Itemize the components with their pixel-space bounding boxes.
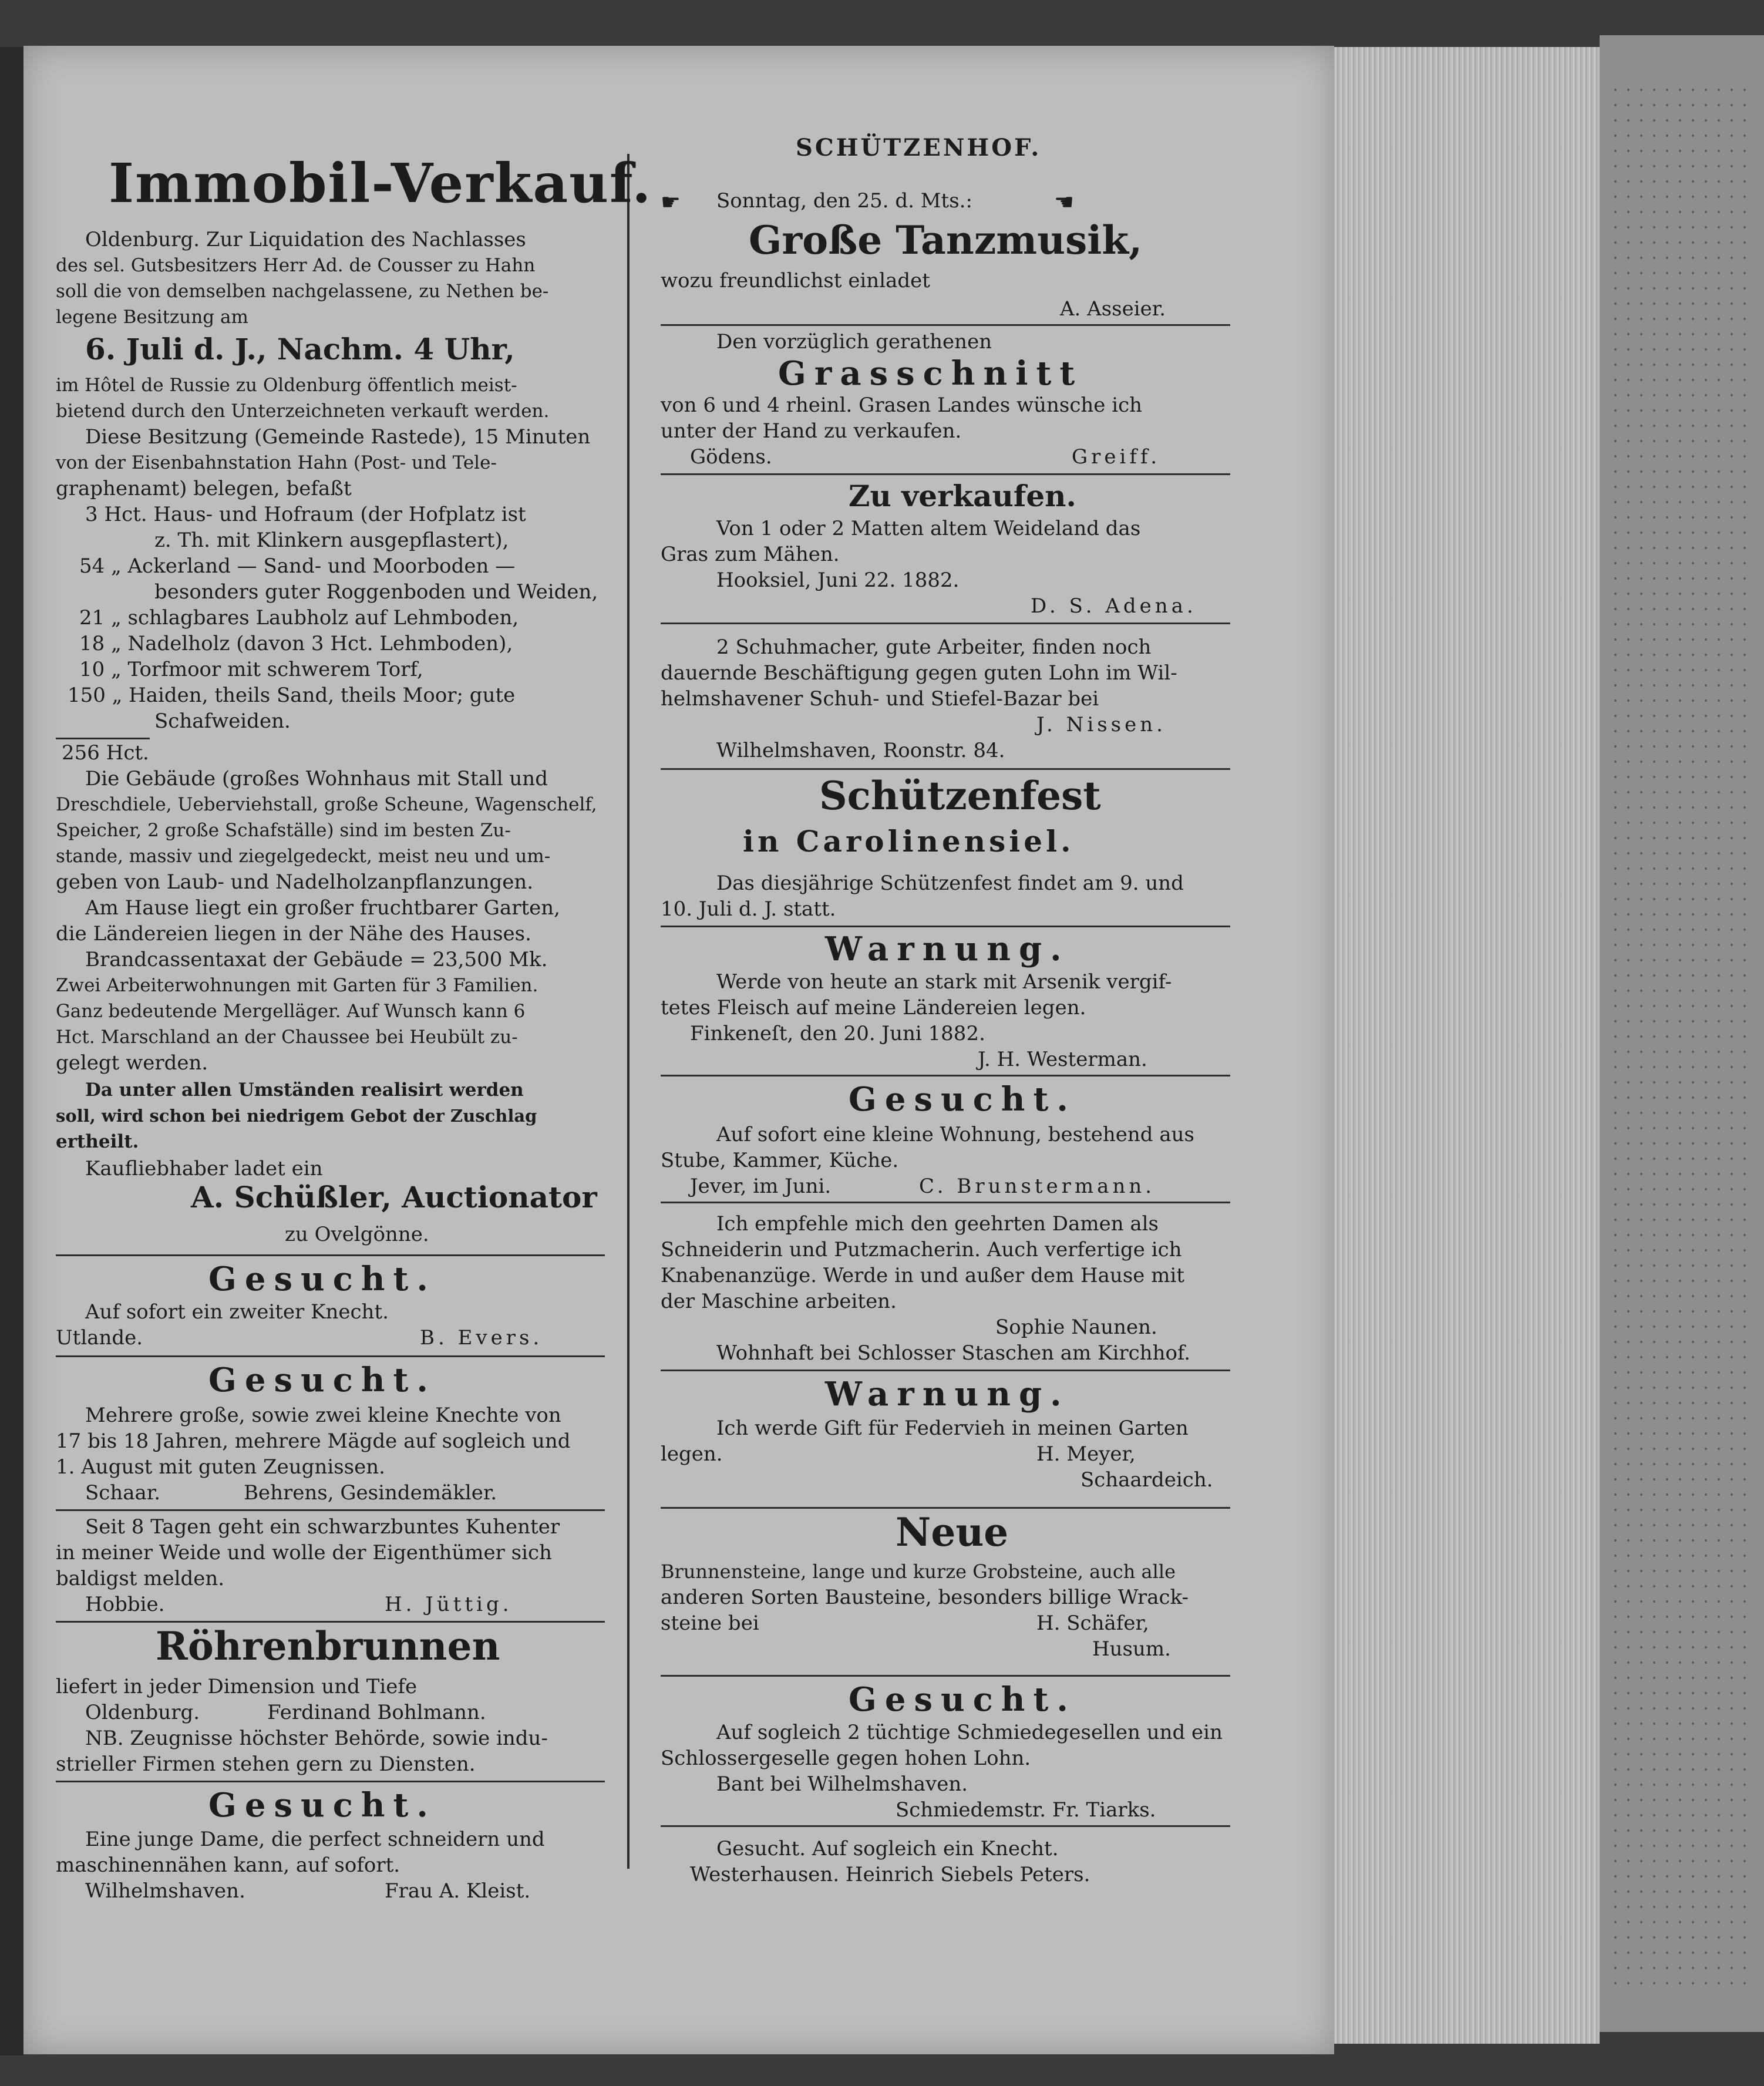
schuetzenfest-title: Schützenfest: [819, 773, 1101, 819]
gesucht-line: 17 bis 18 Jahren, mehrere Mägde auf sogleich und: [56, 1429, 571, 1453]
gesucht-name: C. Brunstermann.: [919, 1175, 1156, 1198]
section-rule: [56, 1781, 605, 1782]
neue-place: Husum.: [1092, 1637, 1171, 1661]
schuetzenhof-invite: wozu freundlichst einladet: [661, 269, 930, 292]
schuhmacher-line: 2 Schuhmacher, gute Arbeiter, finden noch: [716, 635, 1152, 659]
gesucht-name: Schmiedemstr. Fr. Tiarks.: [896, 1798, 1156, 1822]
warnung-line: tetes Fleisch auf meine Ländereien legen.: [661, 996, 1086, 1020]
immobil-line: Dreschdiele, Ueberviehstall, große Scheune, Wagenschelf,: [56, 794, 597, 815]
roehren-line: strieller Firmen stehen gern zu Diensten.: [56, 1752, 476, 1776]
section-rule: [56, 1254, 605, 1256]
immobil-line: soll die von demselben nachgelassene, zu Nethen be-: [56, 281, 549, 302]
section-rule: [56, 1621, 605, 1623]
immobil-line: legene Besitzung am: [56, 307, 248, 328]
verkaufen-line: Gras zum Mähen.: [661, 543, 840, 566]
immobil-line: z. Th. mit Klinkern ausgepflastert),: [154, 529, 509, 552]
section-rule: [661, 926, 1230, 927]
gesucht-line: Schlossergeselle gegen hohen Lohn.: [661, 1747, 1031, 1770]
schuhmacher-place: Wilhelmshaven, Roonstr. 84.: [716, 739, 1005, 762]
section-rule: [661, 768, 1230, 770]
immobil-line: Oldenburg. Zur Liquidation des Nachlasses: [85, 228, 526, 251]
schuetzenhof-date: Sonntag, den 25. d. Mts.:: [716, 189, 972, 213]
immobil-title: Immobil-Verkauf.: [109, 152, 652, 215]
section-rule: [56, 1355, 605, 1357]
gesucht-line: 1. August mit guten Zeugnissen.: [56, 1455, 385, 1479]
immobil-line: 54 „ Ackerland — Sand- und Moorboden —: [79, 554, 516, 578]
gesucht-line: Auf sofort eine kleine Wohnung, bestehend aus: [716, 1123, 1194, 1146]
gesucht-title: Gesucht.: [208, 1260, 436, 1298]
grasschnitt-intro: Den vorzüglich gerathenen: [716, 330, 992, 354]
neue-title: Neue: [896, 1509, 1009, 1555]
immobil-line: 3 Hct. Haus- und Hofraum (der Hofplatz ist: [85, 503, 526, 526]
gesucht-line: Mehrere große, sowie zwei kleine Knechte von: [85, 1404, 561, 1427]
pointing-hand-left-icon: ☛: [661, 189, 681, 215]
schuetzenhof-name: A. Asseier.: [1060, 297, 1166, 321]
immobil-line: graphenamt) belegen, befaßt: [56, 477, 352, 500]
schuetzenfest-subtitle: in Carolinensiel.: [743, 824, 1075, 859]
verkaufen-place: Hooksiel, Juni 22. 1882.: [716, 568, 960, 592]
gesucht-line: Gesucht. Auf sogleich ein Knecht.: [716, 1837, 1059, 1860]
section-rule: [661, 1675, 1230, 1677]
schuetzenfest-line: 10. Juli d. J. statt.: [661, 897, 836, 921]
gesucht-place: Schaar.: [85, 1481, 161, 1505]
gesucht-name: Behrens, Gesindemäkler.: [244, 1481, 497, 1505]
immobil-line: Ganz bedeutende Mergelläger. Auf Wunsch kann 6: [56, 1001, 526, 1022]
gesucht-title: Gesucht.: [849, 1080, 1076, 1119]
roehren-line: NB. Zeugnisse höchster Behörde, sowie indu-: [85, 1727, 548, 1750]
warnung-line: Ich werde Gift für Federvieh in meinen Garten: [716, 1417, 1189, 1440]
section-rule: [661, 1370, 1230, 1371]
immobil-line: Brandcassentaxat der Gebäude = 23,500 Mk.: [85, 948, 548, 971]
immobil-line: Diese Besitzung (Gemeinde Rastede), 15 Minuten: [85, 425, 591, 449]
immobil-line: Speicher, 2 große Schafställe) sind im besten Zu-: [56, 820, 511, 841]
gesucht-line: Eine junge Dame, die perfect schneidern und: [85, 1828, 545, 1851]
immobil-line: Schafweiden.: [154, 709, 291, 733]
grasschnitt-line: von 6 und 4 rheinl. Grasen Landes wünsche ich: [661, 393, 1143, 417]
immobil-invite: Kaufliebhaber ladet ein: [85, 1157, 323, 1180]
notice-name: H. Jüttig.: [385, 1593, 513, 1616]
neue-line: Brunnensteine, lange und kurze Grobsteine, auch alle: [661, 1560, 1176, 1583]
immobil-line: von der Eisenbahnstation Hahn (Post- und Tele-: [56, 452, 497, 473]
immobil-line: besonders guter Roggenboden und Weiden,: [154, 580, 598, 604]
notice-line: baldigst melden.: [56, 1567, 225, 1590]
neue-line: steine bei: [661, 1611, 759, 1635]
verkaufen-name: D. S. Adena.: [1031, 594, 1197, 618]
schneiderin-line: Knabenanzüge. Werde in und außer dem Hause mit: [661, 1264, 1184, 1287]
schneiderin-address: Wohnhaft bei Schlosser Staschen am Kirchhof.: [716, 1341, 1191, 1365]
notice-line: Seit 8 Tagen geht ein schwarzbuntes Kuhenter: [85, 1515, 560, 1539]
immobil-line: im Hôtel de Russie zu Oldenburg öffentlich meist-: [56, 375, 517, 396]
gesucht-line: Bant bei Wilhelmshaven.: [716, 1772, 968, 1796]
gesucht-place: Wilhelmshaven.: [85, 1879, 245, 1903]
notice-place: Hobbie.: [85, 1593, 165, 1616]
cover-speckle-pattern: [1609, 82, 1750, 1991]
grasschnitt-title: Grasschnitt: [778, 354, 1083, 393]
gesucht-text: Auf sofort ein zweiter Knecht.: [85, 1300, 389, 1324]
grasschnitt-line: unter der Hand zu verkaufen.: [661, 419, 962, 443]
immobil-line: des sel. Gutsbesitzers Herr Ad. de Cousser zu Hahn: [56, 255, 536, 276]
grasschnitt-name: Greiff.: [1072, 445, 1161, 469]
gesucht-line: Westerhausen. Heinrich Siebels Peters.: [690, 1863, 1090, 1886]
column-divider: [627, 154, 629, 1869]
immobil-bold-line: soll, wird schon bei niedrigem Gebot der Zuschlag: [56, 1106, 537, 1126]
gesucht-line: maschinennähen kann, auf sofort.: [56, 1853, 400, 1877]
section-rule: [56, 1509, 605, 1511]
gesucht-title: Gesucht.: [208, 1786, 436, 1825]
section-rule: [661, 1202, 1230, 1203]
immobil-line: geben von Laub- und Nadelholzanpflanzungen.: [56, 870, 534, 894]
warnung-line: legen.: [661, 1442, 723, 1466]
immobil-line: gelegt werden.: [56, 1051, 208, 1075]
roehren-line: liefert in jeder Dimension und Tiefe: [56, 1675, 418, 1698]
schuetzenhof-headline: Große Tanzmusik,: [749, 217, 1143, 263]
verkaufen-line: Von 1 oder 2 Matten altem Weideland das: [716, 517, 1141, 540]
auction-date: 6. Juli d. J., Nachm. 4 Uhr,: [85, 332, 515, 366]
gesucht-place: Utlande.: [56, 1326, 143, 1350]
section-rule: [661, 1507, 1230, 1509]
book-page-edges: [1334, 47, 1600, 2044]
gesucht-title: Gesucht.: [208, 1361, 436, 1399]
schuhmacher-line: dauernde Beschäftigung gegen guten Lohn im Wil-: [661, 661, 1177, 685]
immobil-bold-line: ertheilt.: [56, 1131, 139, 1152]
grasschnitt-place: Gödens.: [690, 445, 772, 469]
immobil-bold-line: Da unter allen Umständen realisirt werden: [85, 1079, 524, 1101]
immobil-signer-place: zu Ovelgönne.: [285, 1223, 429, 1246]
section-rule: [661, 473, 1230, 475]
section-rule: [661, 324, 1230, 326]
neue-line: anderen Sorten Bausteine, besonders billige Wrack-: [661, 1586, 1189, 1609]
immobil-line: 10 „ Torfmoor mit schwerem Torf,: [79, 658, 423, 681]
sum-rule: [56, 738, 150, 739]
section-rule: [661, 1075, 1230, 1076]
pointing-hand-right-icon: ☚: [1054, 189, 1075, 215]
roehren-title: Röhrenbrunnen: [156, 1623, 500, 1669]
immobil-signer: A. Schüßler, Auctionator: [191, 1180, 597, 1214]
section-rule: [661, 1825, 1230, 1827]
gesucht-name: Frau A. Kleist.: [385, 1879, 531, 1903]
adjacent-page-edge: [0, 47, 23, 2055]
verkaufen-title: Zu verkaufen.: [849, 479, 1076, 513]
warnung-name: J. H. Westerman.: [978, 1048, 1147, 1071]
schuetzenhof-title: SCHÜTZENHOF.: [796, 134, 1042, 162]
gesucht-place: Jever, im Juni.: [690, 1175, 831, 1198]
warnung-place: Schaardeich.: [1080, 1468, 1213, 1492]
immobil-line: 18 „ Nadelholz (davon 3 Hct. Lehmboden),: [79, 632, 513, 655]
immobil-line: Die Gebäude (großes Wohnhaus mit Stall und: [85, 767, 548, 790]
section-rule: [661, 623, 1230, 624]
immobil-total: 256 Hct.: [62, 741, 149, 765]
gesucht-line: Auf sogleich 2 tüchtige Schmiedegesellen und ein: [716, 1721, 1223, 1744]
immobil-line: Zwei Arbeiterwohnungen mit Garten für 3 Familien.: [56, 975, 538, 996]
warnung-name: H. Meyer,: [1036, 1442, 1136, 1466]
warnung-title: Warnung.: [825, 930, 1070, 968]
immobil-line: Hct. Marschland an der Chaussee bei Heubült zu-: [56, 1027, 518, 1048]
schneiderin-name: Sophie Naunen.: [995, 1315, 1157, 1339]
roehren-name: Ferdinand Bohlmann.: [267, 1701, 486, 1724]
notice-line: in meiner Weide und wolle der Eigenthümer sich: [56, 1541, 552, 1564]
gesucht-title: Gesucht.: [849, 1680, 1076, 1719]
immobil-line: 150 „ Haiden, theils Sand, theils Moor; gute: [68, 684, 516, 707]
neue-name: H. Schäfer,: [1036, 1611, 1149, 1635]
immobil-line: bietend durch den Unterzeichneten verkauft werden.: [56, 401, 550, 422]
schuhmacher-line: helmshavener Schuh- und Stiefel-Bazar bei: [661, 687, 1099, 711]
schneiderin-line: der Maschine arbeiten.: [661, 1290, 897, 1313]
roehren-place: Oldenburg.: [85, 1701, 200, 1724]
schuetzenfest-line: Das diesjährige Schützenfest findet am 9. und: [716, 872, 1184, 895]
gesucht-name: B. Evers.: [420, 1326, 543, 1350]
immobil-line: stande, massiv und ziegelgedeckt, meist neu und um-: [56, 846, 551, 867]
immobil-line: die Ländereien liegen in der Nähe des Hauses.: [56, 922, 531, 946]
gesucht-line: Stube, Kammer, Küche.: [661, 1149, 899, 1172]
warnung-line: Werde von heute an stark mit Arsenik vergif-: [716, 970, 1172, 994]
warnung-title: Warnung.: [825, 1375, 1070, 1414]
immobil-line: Am Hause liegt ein großer fruchtbarer Garten,: [85, 896, 560, 920]
schuhmacher-name: J. Nissen.: [1036, 713, 1166, 736]
immobil-line: 21 „ schlagbares Laubholz auf Lehmboden,: [79, 606, 519, 630]
schneiderin-line: Ich empfehle mich den geehrten Damen als: [716, 1212, 1159, 1236]
warnung-place: Finkeneſt, den 20. Juni 1882.: [690, 1022, 985, 1045]
schneiderin-line: Schneiderin und Putzmacherin. Auch verfertige ich: [661, 1238, 1182, 1261]
